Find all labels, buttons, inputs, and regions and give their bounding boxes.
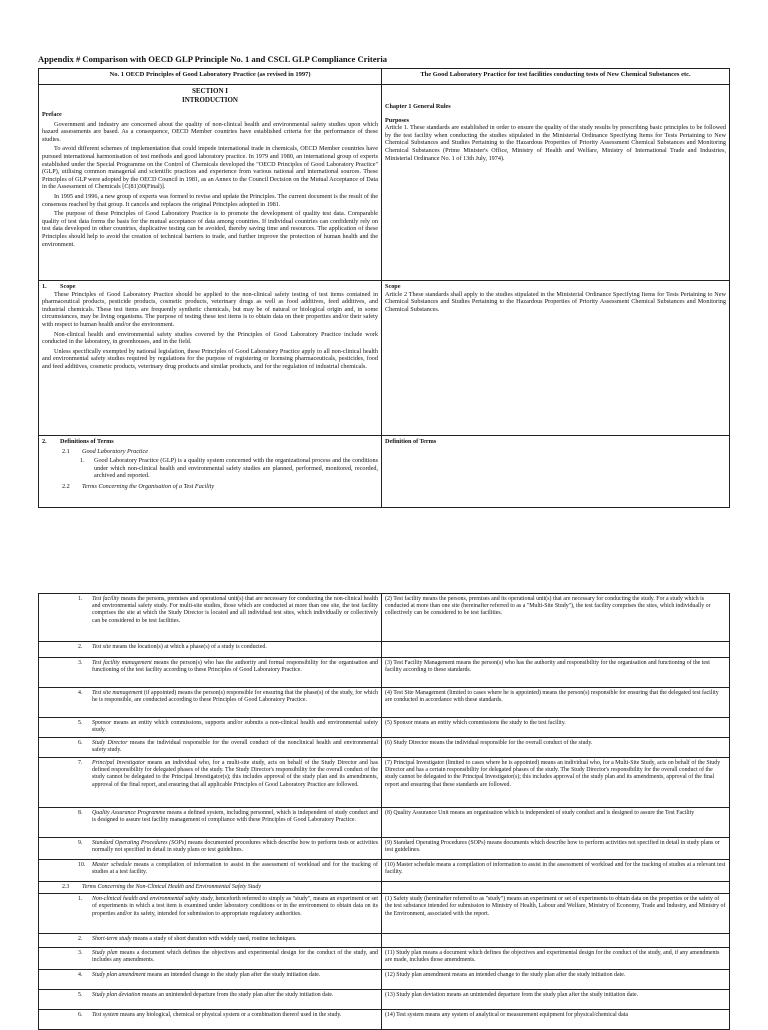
definition-right-text: (12) Study plan amendment means an intended change to the study plan after the study initiation date. [385, 972, 626, 979]
definition-number: 3. [78, 660, 83, 666]
row1-left [39, 85, 382, 281]
definition-number: 4. [78, 690, 83, 696]
subsection-number: 2.2 [62, 482, 70, 490]
definition-term: Test facility [92, 596, 120, 602]
definition-right [382, 808, 730, 838]
definition-text: means the persons, premises and operational unit(s) that are necessary for conducting the non-clinical health and environmental safety study. For multi-site studies, those which are conducted at more than one site, the test facility comprises the site at which the Study Director is located and all individual test sites, which individually or collectively can be considered to be test facilities. [92, 596, 379, 624]
definition-left [39, 738, 382, 758]
definition-number: 1. [78, 596, 83, 602]
definition-left [39, 894, 382, 934]
definition-text: henceforth referred to simply as "study", means an experiment or set of experiments in which a test item is examined under laboratory conditions or in the environment to obtain data on its properties and/or its safety, intended for submission to appropriate regulatory authorities. [92, 896, 378, 917]
scope-heading: Scope [60, 283, 76, 290]
definitions-heading: Definitions of Terms [60, 438, 114, 445]
table-row [39, 688, 730, 718]
definition-text: means an unintended departure from the study plan after the study initiation date. [140, 992, 334, 999]
definition-left [39, 838, 382, 860]
table-row [39, 882, 730, 894]
definition-right-text: (1) Safety study (hereinafter referred to as "study") means an experiment or set of experiments to obtain data on the properties or the safety of the test substance intended for submission to Ministry of Health, Labour and Welfare, Ministry of Economy, Trade and Industry, and Ministry of the Environment, associated with the report. [385, 896, 726, 917]
table-row [39, 642, 730, 658]
definition-left [39, 642, 382, 658]
definition-right-text: (11) Study plan means a document which defines the objectives and experimental design for the conduct of the study, and, if any amendments are made, includes those amendments. [385, 950, 720, 964]
definition-right-text: (2) Test facility means the persons, premises and its operational unit(s) that are necessary for conducting the study. For a study which is conducted at more than one site (hereinafter referred to as a "Multi-Site Study"), the test facility comprises the sites, which individually or collectively can be considered to be test facilities. [385, 596, 711, 617]
definition-right [382, 718, 730, 738]
definition-term: Study plan amendment [92, 972, 146, 979]
definition-text: means an entity which commissions, supports and/or submits a non-clinical health and environmental safety study. [92, 720, 378, 734]
definition-right [382, 860, 730, 882]
definition-right [382, 990, 730, 1010]
comparison-table-1 [38, 68, 730, 508]
definition-term: Quality Assurance Programme [92, 810, 166, 816]
table-row [39, 808, 730, 838]
preface-paragraph: In 1995 and 1996, a new group of experts was formed to revise and update the Principles. The current document is the result of the consensus reached by that group. It cancels and replaces the original Principles adopted in 1981. [42, 192, 378, 208]
definition-right [382, 738, 730, 758]
definition-right [382, 1010, 730, 1030]
table-row [39, 85, 730, 281]
definitions-number: 2. [42, 438, 47, 445]
definition-number: 6. [78, 1012, 83, 1019]
definition-text: means an intended change to the study plan after the study initiation date. [145, 972, 321, 979]
introduction-heading: INTRODUCTION [181, 96, 238, 104]
definition-number: 1. [78, 896, 83, 903]
definition-right [382, 948, 730, 970]
subsection-number: 2.1 [62, 447, 70, 455]
table-row [39, 990, 730, 1010]
definition-text: means a study of short duration with widely used, routine techniques. [131, 936, 297, 943]
definition-left [39, 808, 382, 838]
table-row [39, 718, 730, 738]
table-row [39, 948, 730, 970]
table-row [39, 658, 730, 688]
definition-left [39, 594, 382, 642]
subsection-title: Terms Concerning the Organisation of a Test Facility [82, 482, 215, 490]
definition-term: Standard Operating Procedures (SOPs) [92, 840, 187, 846]
definition-term: Principal Investigator [92, 760, 146, 766]
subsection-row-right [382, 882, 730, 894]
definition-left [39, 934, 382, 948]
definition-right-text: (13) Study plan deviation means an unintended departure from the study plan after the study initiation date. [385, 992, 639, 999]
definition-left [39, 970, 382, 990]
definition-left [39, 688, 382, 718]
definition-number: 4. [78, 972, 83, 979]
definition-right-text: (14) Test system means any system of analytical or measurement equipment for physical/chemical data [385, 1012, 629, 1019]
definition-number: 7. [78, 760, 83, 766]
scope-number: 1. [42, 283, 47, 290]
definition-number: 10. [78, 862, 86, 868]
definitions-right-heading: Definition of Terms [385, 438, 437, 445]
definition-text: means a defined system, including personnel, which is independent of study conduct and is designed to assure test facility management of compliance with these Principles of Good Laboratory Practice. [92, 810, 378, 824]
article-1: Article 1. These standards are established in order to ensure the quality of the study results by prescribing basic principles to be followed by the test facility when conducting the studies stipulated in the Ministerial Ordinance Specifying Items for Tests Pertaining to New Chemical Substances and Studies Pertaining to the Hazardous Properties of Priority Assessment Chemical Substances and Monitoring Chemical Substances (Prime Minister's Office, Ministry of Health and Welfare, Ministry of International Trade and Industries, Ministerial Ordinance No. 1 of 13th July, 1974). [385, 124, 726, 162]
definition-right [382, 838, 730, 860]
preface-paragraph: The purpose of these Principles of Good Laboratory Practice is to promote the development of quality test data. Comparable quality of test data forms the basis for the mutual acceptance of data among countries. If individual countries can confidently rely on test data developed in other countries, duplicative testing can be avoided, thereby saving time and resources. The application of these Principles should help to avoid the creation of technical barriers to trade, and further improve the protection of human health and the environment. [42, 210, 378, 248]
definition-right [382, 894, 730, 934]
definition-term: Test site management [92, 690, 143, 696]
purposes-heading: Purposes [385, 116, 410, 124]
table-row [39, 738, 730, 758]
definition-left [39, 948, 382, 970]
definition-text: means the location(s) at which a phase(s) of a study is conducted. [110, 644, 267, 650]
scope-paragraph: Non-clinical health and environmental safety studies covered by the Principles of Good Laboratory Practice include work conducted in the laboratory, in greenhouses, and in the field. [42, 330, 378, 346]
table-header-row [39, 69, 730, 85]
row1-right [382, 85, 730, 281]
preface-paragraph: To avoid different schemes of implementation that could impede international trade in chemicals, OECD Member countries have pursued international harmonisation of test methods and good laboratory practice. In 1979 and 1980, an international group of experts established under the Special Programme on the Control of Chemicals developed the "OECD Principles of Good Laboratory Practice" (GLP), utilising common managerial and scientific practices and experience from various national and international sources. These Principles of GLP were adopted by the OECD Council in 1981, as an Annex to the Council Decision on the Mutual Acceptance of Data in the Assessment of Chemicals [C(81)30(Final)]. [42, 145, 378, 191]
definition-number: 3. [78, 950, 83, 957]
table-row [39, 436, 730, 508]
definition-left [39, 658, 382, 688]
scope-right-heading: Scope [385, 283, 401, 290]
table-row [39, 860, 730, 882]
scope-paragraph: These Principles of Good Laboratory Practice should be applied to the non-clinical safety testing of test items contained in pharmaceutical products, pesticide products, cosmetic products, veterinary drugs as well as food additives, feed additives, and industrial chemicals. These test items are frequently synthetic chemicals, but may be of natural or biological origin and, in some circumstances, may be living organisms. The purpose of testing these test items is to obtain data on their properties and/or their safety with respect to human health and/or the environment. [42, 290, 378, 328]
definition-number: 6. [78, 740, 83, 746]
row3-right [382, 436, 730, 508]
definition-term: Test facility management [92, 660, 152, 666]
definition-left [39, 860, 382, 882]
definition-number: 8. [78, 810, 83, 816]
definition-right-text: (8) Quality Assurance Unit means an organisation which is independent of study conduct and is designed to assure the Test Facility [385, 810, 695, 816]
subsection-number: 2.3 [62, 884, 70, 890]
section-heading: SECTION I [192, 87, 228, 95]
table-row [39, 934, 730, 948]
table-row [39, 838, 730, 860]
definition-text: (if appointed) means the person(s) responsible for ensuring that the phase(s) of the study, for which he is responsible, are conducted according to these Principles of Good Laboratory Practice. [92, 690, 378, 704]
row2-right [382, 281, 730, 436]
definition-text: means any biological, chemical or physical system or a combination thereof used in the study. [118, 1012, 342, 1019]
definition-left [39, 718, 382, 738]
definition-right-text: (9) Standard Operating Procedures (SOPs) means documents which describe how to perform activities not specified in detail in study plans or test guidelines. [385, 840, 720, 854]
page-title: Appendix # Comparison with OECD GLP Principle No. 1 and CSCL GLP Compliance Criteria [38, 54, 388, 64]
preface-heading: Preface [42, 111, 62, 118]
table-row [39, 281, 730, 436]
definition-right-text: (3) Test Facility Management means the person(s) who has the authority and responsibility for the organisation and functioning of the test facility according to these standards. [385, 660, 710, 674]
definition-right [382, 658, 730, 688]
header-left: No. 1 OECD Principles of Good Laboratory Practice (as revised in 1997) [39, 69, 382, 85]
definition-left [39, 990, 382, 1010]
definition-text: means the individual responsible for the overall conduct of the nonclinical health and environmental safety study. [92, 740, 378, 754]
chapter-heading: Chapter 1 General Rules [385, 103, 451, 110]
table-row [39, 970, 730, 990]
definition-number: 5. [78, 720, 83, 726]
definition-number: 2. [78, 644, 83, 650]
table-row [39, 594, 730, 642]
definition-right [382, 688, 730, 718]
definition-right-text: (6) Study Director means the individual responsible for the overall conduct of the study. [385, 740, 593, 746]
table-row [39, 1010, 730, 1030]
row2-left [39, 281, 382, 436]
definition-term: Non-clinical health and environmental safety study, [92, 896, 214, 903]
comparison-table-2 [38, 593, 730, 1030]
definition-right [382, 934, 730, 948]
definition-right [382, 758, 730, 808]
definition-right [382, 970, 730, 990]
definition-right [382, 594, 730, 642]
definition-number: 5. [78, 992, 83, 999]
definition-number: 9. [78, 840, 83, 846]
definition-term: Test system [92, 1012, 119, 1019]
definition-left [39, 758, 382, 808]
subsection-title: Terms Concerning the Non-Clinical Health and Environmental Safety Study [82, 884, 261, 890]
definition-left [39, 1010, 382, 1030]
definition-text: means documented procedures which describe how to perform tests or activities normally not specified in detail in study plans or test guidelines. [92, 840, 378, 854]
definition-term: Master schedule [92, 862, 132, 868]
item-number: 1. [80, 457, 85, 465]
definition-right-text: (10) Master schedule means a compilation of information to assist in the assessment of workload and for the tracking of studies at a relevant test facility. [385, 862, 726, 876]
definition-number: 2. [78, 936, 83, 943]
definition-text: means a document which defines the objectives and experimental design for the conduct of the study, and includes any amendments. [92, 950, 378, 964]
table-row [39, 894, 730, 934]
item-text: Good Laboratory Practice (GLP) is a quality system concerned with the organizational process and the conditions under which non-clinical health and environmental safety studies are planned, performed, monitored, recorded, archived and reported. [94, 457, 378, 480]
definition-term: Study plan deviation [92, 992, 141, 999]
definition-term: Study plan [92, 950, 118, 957]
subsection-row-left [39, 882, 382, 894]
scope-paragraph: Unless specifically exempted by national legislation, these Principles of Good Laboratory Practice apply to all non-clinical health and environmental safety studies required by regulations for the purpose of registering or licensing pharmaceuticals, pesticides, food and feed additives, cosmetic products, veterinary drug products and similar products, and for the regulation of industrial chemicals. [42, 347, 378, 370]
definition-right [382, 642, 730, 658]
preface-paragraph: Government and industry are concerned about the quality of non-clinical health and environmental safety studies upon which hazard assessments are based. As a consequence, OECD Member countries have established criteria for the performance of these studies. [42, 120, 378, 143]
definition-term: Test site [92, 644, 111, 650]
subsection-title: Good Laboratory Practice [82, 447, 148, 455]
table-row [39, 758, 730, 808]
definition-term: Sponsor [92, 720, 112, 726]
definition-right-text: (7) Principal Investigator (limited to cases where he is appointed) means an individual who, for a Multi-Site Study, acts on behalf of the Study Director and has a certain responsibility for delegated phases of the study. The Study Director's responsibility for the overall conduct of the study cannot be delegated to the Principal Investigator(s); this includes approval of the study plan and its amendments, approval of the final report and ensuring that these standards are followed. [385, 760, 721, 788]
definition-term: Short-term study [92, 936, 132, 943]
definition-term: Study Director [92, 740, 128, 746]
definition-right-text: (4) Test Site Management (limited to cases where he is appointed) means the person(s) responsible for ensuring that the delegated test facility are conducted in accordance with these standards. [385, 690, 719, 704]
definition-right-text: (5) Sponsor means an entity which commissions the study to the test facility. [385, 720, 566, 726]
definition-text: means the person(s) who has the authority and formal responsibility for the organisation and functioning of the test facility according to these Principles of Good Laboratory Practice. [92, 660, 379, 674]
row3-left [39, 436, 382, 508]
definition-text: means an individual who, for a multi-site study, acts on behalf of the Study Director and has defined responsibility for delegated phases of the study. The Study Director's responsibility for the overall conduct of the study cannot be delegated to the Principal Investigator(s); this includes approval of the study plan and its amendments, approval of the final report, and ensuring that all applicable Principles of Good Laboratory Practice are followed. [92, 760, 378, 788]
definition-text: means a compilation of information to assist in the assessment of workload and for the tracking of studies at a test facility. [92, 862, 378, 876]
header-right: The Good Laboratory Practice for test facilities conducting tests of New Chemical Substances etc. [382, 69, 730, 85]
article-2: Article 2 These standards shall apply to the studies stipulated in the Ministerial Ordinance Specifying Items for Tests Pertaining to New Chemical Substances and Studies Pertaining to the Hazardous Properties of Priority Assessment Chemical Substances and Monitoring Chemical Substances. [385, 290, 726, 313]
